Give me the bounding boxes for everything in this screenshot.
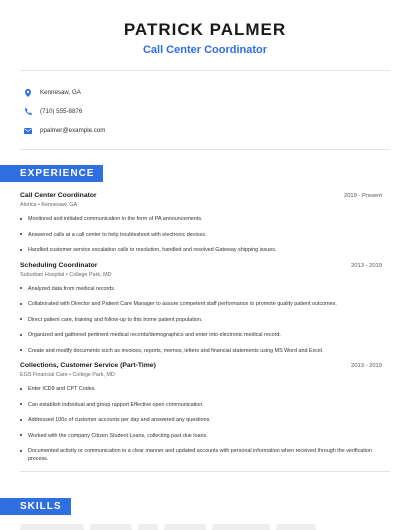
experience-divider	[20, 471, 390, 472]
job-company-line: EGS Financial Care • College Park, MD	[20, 372, 115, 378]
bullet-item: Worked with the company Citizen Student Loans, collecting past due loans.	[20, 432, 382, 440]
bullet-item: Monitored and initiated communication in the form of PA announcements.	[20, 215, 382, 223]
contact-location	[24, 83, 410, 102]
job-company-line: Alorica • Kennesaw, GA	[20, 202, 78, 208]
skills-heading: SKILLS	[0, 498, 71, 515]
job-company: EGS Financial Care	[20, 372, 68, 378]
job-location: College Park, MD	[72, 372, 115, 378]
job-title: Collections, Customer Service (Part-Time)	[20, 362, 156, 369]
bullet-item: Can establish individual and group rapport Effective open communication.	[20, 401, 382, 409]
job-location: Kennesaw, GA	[41, 202, 78, 208]
skill-chips	[0, 524, 410, 530]
job-entry	[0, 362, 410, 463]
job-company-line: Suburban Hospital • College Park, MD	[20, 271, 112, 278]
job-dates: 2013 - 2019	[351, 363, 382, 369]
phone-icon	[24, 108, 32, 116]
job-dates: 2019 - Present	[343, 193, 382, 199]
resume-header	[0, 0, 410, 56]
job-entry	[0, 262, 410, 355]
phone-text: (710) 555-8876	[40, 108, 83, 115]
skill-chip	[276, 524, 316, 530]
bullet-item: Create and modify documents such as invoices, reports, memos, letters and financial statements using MS Word and Excel.	[20, 347, 382, 355]
email-text: ppalmer@example.com	[40, 127, 106, 134]
bullet-item: Handled customer service escalation calls to resolution, handled and resolved Gateway shipping issues.	[20, 246, 382, 254]
bullet-item: Addressed 100s of customer accounts per day and answered any questions.	[20, 416, 382, 424]
candidate-title: Call Center Coordinator	[142, 44, 268, 56]
bullet-item: Direct patient care, training and follow-up to this home patient population.	[20, 316, 382, 324]
bullet-item: Answered calls at a call center to help troubleshoot with electronic devices.	[20, 231, 382, 239]
email-icon	[24, 127, 32, 135]
location-pin-icon	[24, 89, 32, 97]
skill-chip	[164, 524, 206, 530]
job-company: Suburban Hospital	[20, 271, 65, 278]
job-bullets	[20, 285, 382, 355]
contact-phone	[24, 102, 410, 121]
job-title: Scheduling Coordinator	[20, 261, 98, 269]
job-location: College Park, MD	[69, 271, 112, 278]
job-company: Alorica	[20, 202, 37, 208]
bullet-item: Enter ICD9 and CPT Codes.	[20, 385, 382, 393]
skill-chip	[212, 524, 270, 530]
experience-heading: EXPERIENCE	[0, 165, 103, 182]
job-bullets	[20, 385, 382, 463]
job-title: Call Center Coordinator	[20, 192, 97, 199]
bullet-item: Collaborated with Director and Patient Care Manager to assure competent staff performance to promote quality patient outcomes.	[20, 300, 382, 308]
bullet-item: Analyzed data from medical records.	[20, 285, 382, 293]
bullet-item: Organized and gathered pertinent medical records/demographics and enter into electronic medical record.	[20, 331, 382, 339]
contact-divider	[20, 149, 390, 150]
contact-email	[24, 121, 410, 140]
location-text: Kennesaw, GA	[40, 89, 81, 96]
job-dates: 2013 - 2019	[351, 262, 382, 269]
skill-chip	[90, 524, 132, 530]
bullet-item: Documented activity or communication in a clear manner and updated accounts with personal information when received through the verification process.	[20, 447, 382, 463]
skill-chip	[20, 524, 84, 530]
contact-info	[0, 71, 410, 149]
candidate-name: PATRICK PALMER	[123, 20, 287, 39]
job-bullets	[20, 215, 382, 254]
job-entry	[0, 192, 410, 254]
skill-chip	[138, 524, 158, 530]
